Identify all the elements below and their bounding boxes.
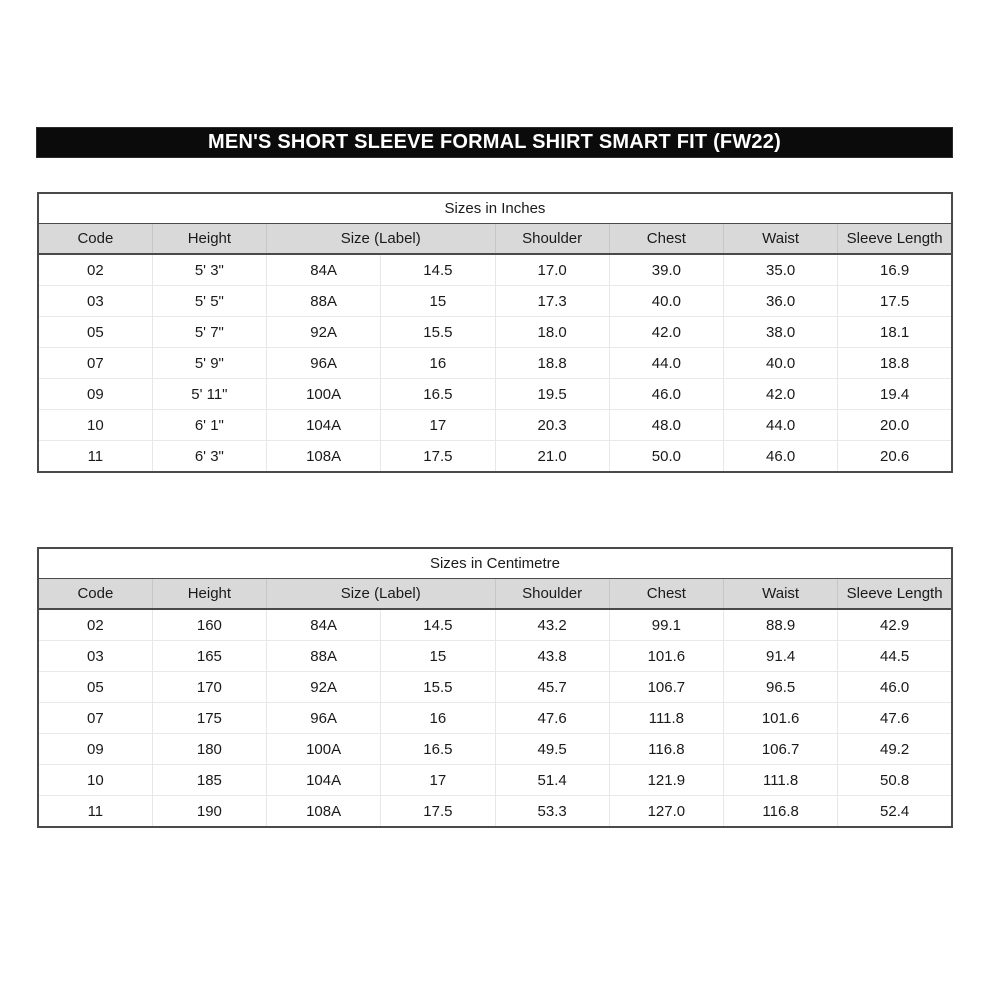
data-cell: 39.0 <box>609 254 723 286</box>
column-header: Size (Label) <box>267 224 496 255</box>
data-cell: 88A <box>267 641 381 672</box>
data-cell: 5' 11" <box>152 379 266 410</box>
data-cell: 49.2 <box>838 734 952 765</box>
data-cell: 160 <box>152 609 266 641</box>
data-cell: 88A <box>267 286 381 317</box>
data-cell: 48.0 <box>609 410 723 441</box>
data-cell: 108A <box>267 796 381 828</box>
data-cell: 43.2 <box>495 609 609 641</box>
data-cell: 02 <box>38 254 152 286</box>
data-cell: 16.5 <box>381 379 495 410</box>
data-cell: 42.0 <box>609 317 723 348</box>
data-cell: 104A <box>267 410 381 441</box>
data-cell: 16 <box>381 348 495 379</box>
data-cell: 49.5 <box>495 734 609 765</box>
data-cell: 44.5 <box>838 641 952 672</box>
data-cell: 92A <box>267 672 381 703</box>
column-header: Shoulder <box>495 579 609 610</box>
data-cell: 47.6 <box>495 703 609 734</box>
data-cell: 92A <box>267 317 381 348</box>
data-cell: 18.8 <box>495 348 609 379</box>
data-cell: 91.4 <box>724 641 838 672</box>
data-cell: 17.5 <box>381 441 495 473</box>
data-cell: 20.6 <box>838 441 952 473</box>
data-cell: 03 <box>38 286 152 317</box>
data-cell: 47.6 <box>838 703 952 734</box>
data-cell: 46.0 <box>724 441 838 473</box>
data-cell: 16.9 <box>838 254 952 286</box>
table-caption: Sizes in Inches <box>38 193 952 224</box>
column-header: Chest <box>609 579 723 610</box>
data-cell: 17 <box>381 410 495 441</box>
data-cell: 18.0 <box>495 317 609 348</box>
data-cell: 96A <box>267 703 381 734</box>
data-cell: 15 <box>381 286 495 317</box>
data-cell: 40.0 <box>609 286 723 317</box>
data-cell: 16.5 <box>381 734 495 765</box>
data-cell: 18.1 <box>838 317 952 348</box>
column-header: Code <box>38 224 152 255</box>
data-cell: 5' 3" <box>152 254 266 286</box>
data-cell: 50.8 <box>838 765 952 796</box>
column-header: Code <box>38 579 152 610</box>
data-cell: 5' 9" <box>152 348 266 379</box>
data-cell: 17.3 <box>495 286 609 317</box>
data-cell: 127.0 <box>609 796 723 828</box>
data-cell: 170 <box>152 672 266 703</box>
data-cell: 99.1 <box>609 609 723 641</box>
data-cell: 17 <box>381 765 495 796</box>
data-cell: 43.8 <box>495 641 609 672</box>
data-cell: 14.5 <box>381 609 495 641</box>
data-cell: 05 <box>38 317 152 348</box>
data-cell: 50.0 <box>609 441 723 473</box>
data-cell: 46.0 <box>609 379 723 410</box>
data-cell: 6' 3" <box>152 441 266 473</box>
data-cell: 46.0 <box>838 672 952 703</box>
data-cell: 180 <box>152 734 266 765</box>
data-cell: 106.7 <box>609 672 723 703</box>
column-header: Sleeve Length <box>838 224 952 255</box>
product-title-bar <box>36 127 953 158</box>
data-cell: 5' 5" <box>152 286 266 317</box>
data-cell: 190 <box>152 796 266 828</box>
data-cell: 20.3 <box>495 410 609 441</box>
data-cell: 6' 1" <box>152 410 266 441</box>
data-cell: 96A <box>267 348 381 379</box>
data-cell: 108A <box>267 441 381 473</box>
column-header: Height <box>152 224 266 255</box>
data-cell: 19.5 <box>495 379 609 410</box>
data-cell: 21.0 <box>495 441 609 473</box>
data-cell: 96.5 <box>724 672 838 703</box>
data-cell: 185 <box>152 765 266 796</box>
data-cell: 111.8 <box>724 765 838 796</box>
data-cell: 07 <box>38 703 152 734</box>
data-cell: 14.5 <box>381 254 495 286</box>
data-cell: 175 <box>152 703 266 734</box>
column-header: Height <box>152 579 266 610</box>
data-cell: 116.8 <box>609 734 723 765</box>
data-cell: 11 <box>38 796 152 828</box>
data-cell: 15 <box>381 641 495 672</box>
data-cell: 44.0 <box>609 348 723 379</box>
data-cell: 35.0 <box>724 254 838 286</box>
data-cell: 45.7 <box>495 672 609 703</box>
data-cell: 15.5 <box>381 317 495 348</box>
data-cell: 17.0 <box>495 254 609 286</box>
data-cell: 101.6 <box>609 641 723 672</box>
data-cell: 165 <box>152 641 266 672</box>
data-cell: 111.8 <box>609 703 723 734</box>
data-cell: 88.9 <box>724 609 838 641</box>
data-cell: 18.8 <box>838 348 952 379</box>
data-cell: 03 <box>38 641 152 672</box>
data-cell: 11 <box>38 441 152 473</box>
column-header: Size (Label) <box>267 579 496 610</box>
data-cell: 05 <box>38 672 152 703</box>
data-cell: 104A <box>267 765 381 796</box>
data-cell: 100A <box>267 734 381 765</box>
data-cell: 101.6 <box>724 703 838 734</box>
column-header: Sleeve Length <box>838 579 952 610</box>
sizes-in-inches-table <box>37 192 953 473</box>
data-cell: 20.0 <box>838 410 952 441</box>
data-cell: 51.4 <box>495 765 609 796</box>
sizes-in-centimetre-table <box>37 547 953 828</box>
data-cell: 10 <box>38 765 152 796</box>
data-cell: 17.5 <box>838 286 952 317</box>
data-cell: 44.0 <box>724 410 838 441</box>
data-cell: 36.0 <box>724 286 838 317</box>
data-cell: 15.5 <box>381 672 495 703</box>
data-cell: 42.0 <box>724 379 838 410</box>
data-cell: 09 <box>38 379 152 410</box>
data-cell: 16 <box>381 703 495 734</box>
data-cell: 84A <box>267 609 381 641</box>
data-cell: 02 <box>38 609 152 641</box>
data-cell: 17.5 <box>381 796 495 828</box>
data-cell: 19.4 <box>838 379 952 410</box>
data-cell: 5' 7" <box>152 317 266 348</box>
column-header: Chest <box>609 224 723 255</box>
data-cell: 10 <box>38 410 152 441</box>
column-header: Waist <box>724 224 838 255</box>
column-header: Shoulder <box>495 224 609 255</box>
data-cell: 40.0 <box>724 348 838 379</box>
data-cell: 53.3 <box>495 796 609 828</box>
data-cell: 07 <box>38 348 152 379</box>
data-cell: 84A <box>267 254 381 286</box>
data-cell: 100A <box>267 379 381 410</box>
data-cell: 38.0 <box>724 317 838 348</box>
data-cell: 116.8 <box>724 796 838 828</box>
data-cell: 09 <box>38 734 152 765</box>
column-header: Waist <box>724 579 838 610</box>
data-cell: 121.9 <box>609 765 723 796</box>
data-cell: 52.4 <box>838 796 952 828</box>
table-caption: Sizes in Centimetre <box>38 548 952 579</box>
data-cell: 42.9 <box>838 609 952 641</box>
data-cell: 106.7 <box>724 734 838 765</box>
product-title: MEN'S SHORT SLEEVE FORMAL SHIRT SMART FIT (FW22) <box>208 131 781 153</box>
